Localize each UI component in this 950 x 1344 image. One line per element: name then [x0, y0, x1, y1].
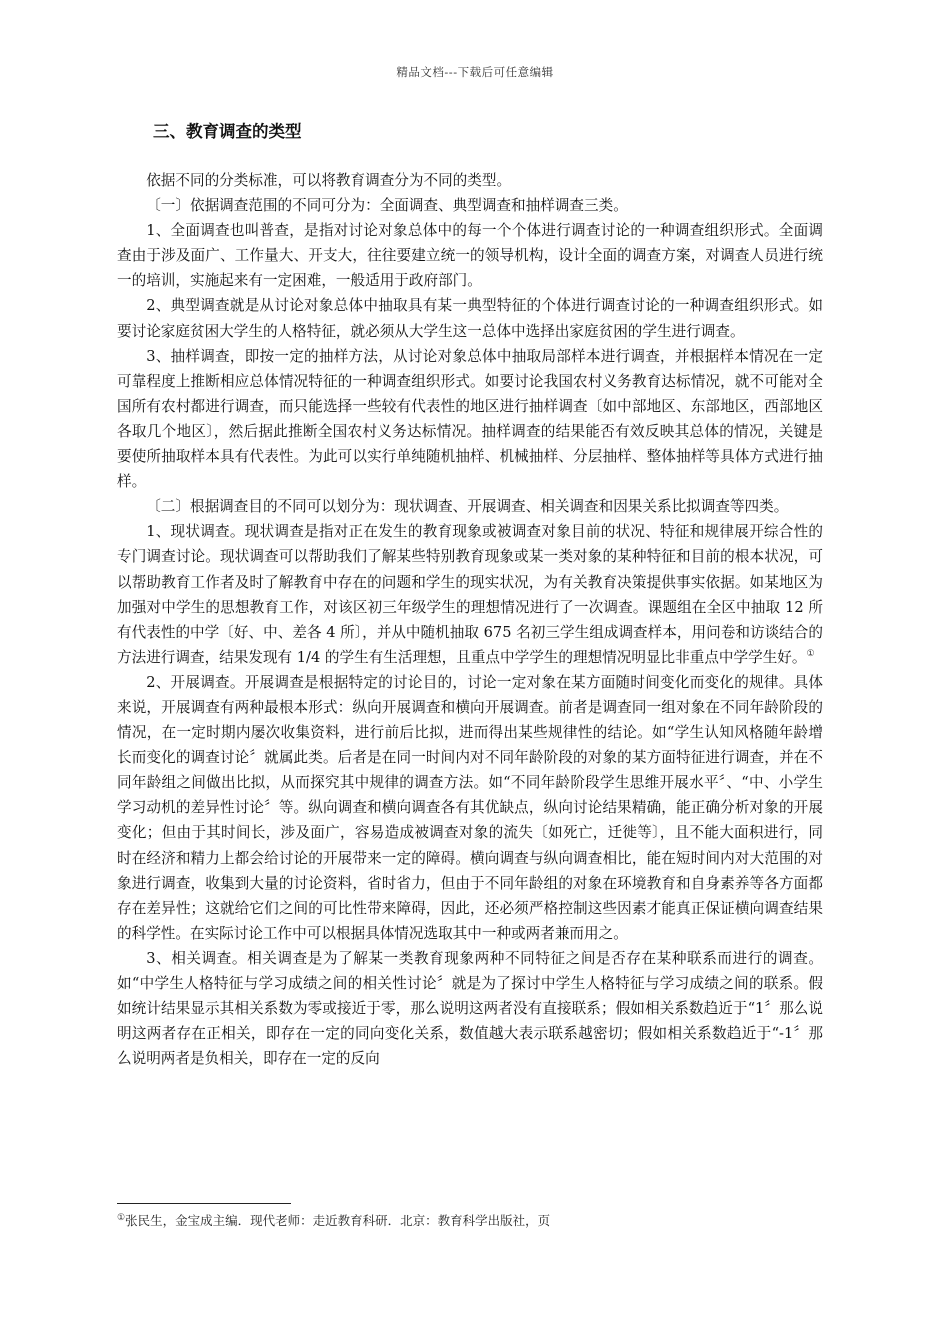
paragraph-text: 1、现状调查。现状调查是指对正在发生的教育现象或被调查对象目前的状况、特征和规律展开综合性的专门调查讨论。现状调查可以帮助我们了解某些特别教育现象或某一类对象的某种特征和目前的根本状况，可以帮助教育工作者及时了解教育中存在的问题和学生的现实状况，为有关教育决策提供事实依据。如某地区为加强对中学生的思想教育工作，对该区初三年级学生的理想情况进行了一次调查。课题组在全区中抽取 12 所有代表性的中学〔好、中、差各 4 所〕，并从中随机抽取 675 名初三学生组成调查样本，用问卷和访谈结合的方法进行调查，结果发现有 1/4 的学生有生活理想，且重点中学学生的理想情况明显比非重点中学学生好。 [117, 523, 823, 666]
paragraph-with-note [117, 519, 823, 670]
body-text [117, 168, 823, 1071]
paragraph: 3、相关调查。相关调查是为了解某一类教育现象两种不同特征之间是否存在某种联系而进行的调查。如“中学生人格特征与学习成绩之间的相关性讨论〞就是为了探讨中学生人格特征与学习成绩之间的联系。假如统计结果显示其相关系数为零或接近于零，那么说明这两者没有直接联系；假如相关系数趋近于“1〞那么说明这两者存在正相关，即存在一定的同向变化关系，数值越大表示联系越密切；假如相关系数趋近于“-1〞那么说明两者是负相关，即存在一定的反向 [117, 949, 824, 1068]
footnote-marker: ① [117, 1212, 126, 1223]
paragraph: 依据不同的分类标准，可以将教育调查分为不同的类型。 [146, 172, 512, 189]
footnote [117, 1211, 550, 1229]
paragraph: 〔一〕依据调查范围的不同可分为：全面调查、典型调查和抽样调查三类。 [146, 197, 628, 215]
footnote-text: 张民生，金宝成主编．现代老师：走近教育科研．北京：教育科学出版社，页 [125, 1213, 551, 1228]
paragraph: 2、开展调查。开展调查是根据特定的讨论目的，讨论一定对象在某方面随时间变化而变化的规律。具体来说，开展调查有两种最根本形式：纵向开展调查和横向开展调查。前者是调查同一组对象在不同年龄阶段的情况，在一定时期内屡次收集资料，进行前后比拟，进而得出某些规律性的结论。如“学生认知风格随年龄增长而变化的调查讨论〞就属此类。后者是在同一时间内对不同年龄阶段的对象的某方面特征进行调查，并在不同年龄组之间做出比拟，从而探究其中规律的调查方法。如“不同年龄阶段学生思维开展水平〞、“中、小学生学习动机的差异性讨论〞等。纵向调查和横向调查各有其优缺点，纵向讨论结果精确，能正确分析对象的开展变化；但由于其时间长，涉及面广，容易造成被调查对象的流失〔如死亡，迁徙等〕，且不能大面积进行，同时在经济和精力上都会给讨论的开展带来一定的障碍。横向调查与纵向调查相比，能在短时间内对大范围的对象进行调查，收集到大量的讨论资料，省时省力，但由于不同年龄组的对象在环境教育和自身素养等各方面都存在差异性；这就给它们之间的可比性带来障碍，因此，还必须严格控制这些因素才能真正保证横向调查结果的科学性。在实际讨论工作中可以根据具体情况选取其中一种或两者兼而用之。 [117, 673, 823, 942]
paragraph: 1、全面调查也叫普查，是指对讨论对象总体中的每一个个体进行调查讨论的一种调查组织形式。全面调查由于涉及面广、工作量大、开支大，往往要建立统一的领导机构，设计全面的调查方案，对调查人员进行统一的培训，实施起来有一定困难，一般适用于政府部门。 [117, 222, 823, 290]
paragraph: 〔二〕根据调查目的不同可以划分为：现状调查、开展调查、相关调查和因果关系比拟调查等四类。 [146, 498, 789, 516]
paragraph: 3、抽样调查，即按一定的抽样方法，从讨论对象总体中抽取局部样本进行调查，并根据样本情况在一定可靠程度上推断相应总体情况特征的一种调查组织形式。如要讨论我国农村义务教育达标情况，就不可能对全国所有农村都进行调查，而只能选择一些较有代表性的地区进行抽样调查〔如中部地区、东部地区，西部地区各取几个地区〕，然后据此推断全国农村义务达标情况。抽样调查的结果能否有效反映其总体的情况，关键是要使所抽取样本具有代表性。为此可以实行单纯随机抽样、机械抽样、分层抽样、整体抽样等具体方式进行抽样。 [117, 347, 823, 491]
section-title: 三、教育调查的类型 [153, 122, 302, 141]
paragraph: 2、典型调查就是从讨论对象总体中抽取具有某一典型特征的个体进行调查讨论的一种调查组织形式。如要讨论家庭贫困大学生的人格特征，就必须从大学生这一总体中选择出家庭贫困的学生进行调查。 [117, 297, 823, 340]
footnote-reference[interactable]: ① [806, 648, 815, 659]
page-header: 精品文档---下载后可任意编辑 [396, 65, 554, 79]
footnote-divider [117, 1203, 291, 1204]
